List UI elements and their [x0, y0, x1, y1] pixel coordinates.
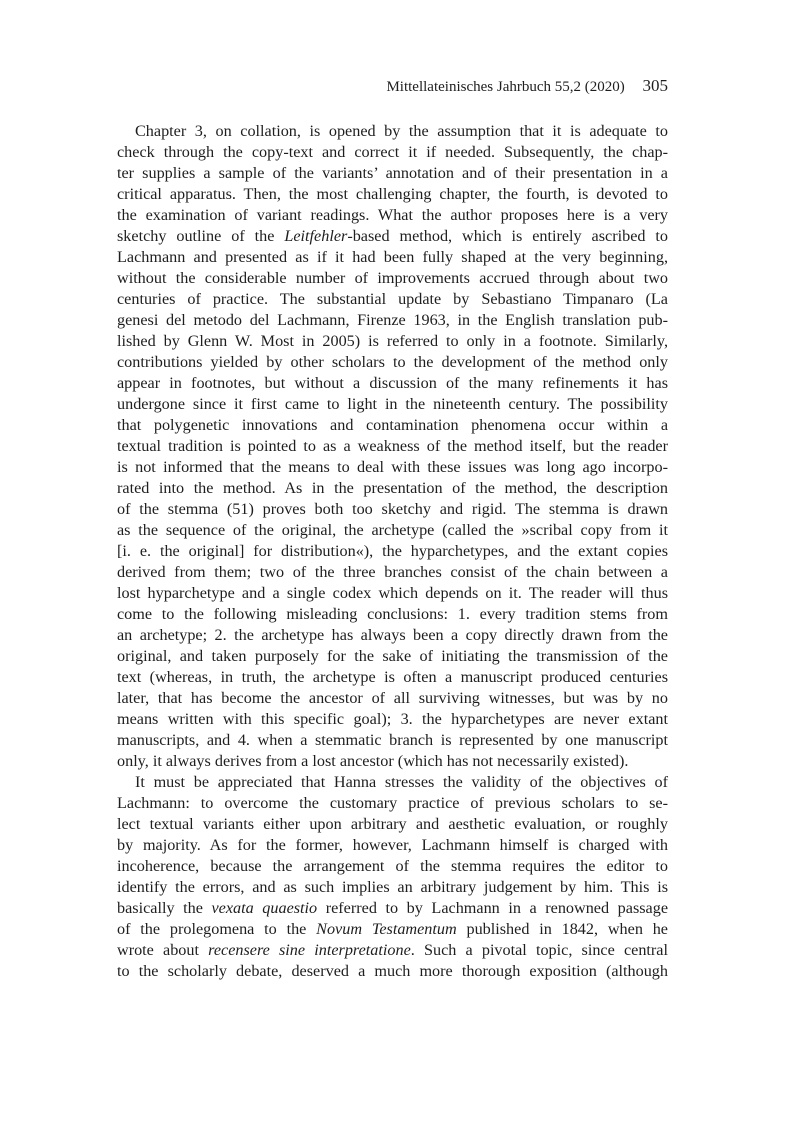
text-line: [117, 877, 668, 898]
text-segment: as the sequence of the original, the archetype (called the »scribal copy from it: [117, 521, 668, 539]
text-line: [117, 583, 668, 604]
page-number: 305: [642, 76, 668, 95]
text-segment: only, it always derives from a lost ancestor (which has not necessarily existed).: [117, 752, 629, 770]
text-line: [117, 289, 668, 310]
text-line: [117, 772, 668, 793]
text-segment: derived from them; two of the three branches consist of the chain between a: [117, 563, 668, 581]
text-line: [117, 562, 668, 583]
text-line: [117, 814, 668, 835]
text-line: [117, 499, 668, 520]
text-line: [117, 709, 668, 730]
text-segment: appear in footnotes, but without a discussion of the many refinements it has: [117, 374, 668, 392]
text-line: [117, 478, 668, 499]
text-segment: Lachmann and presented as if it had been fully shaped at the very beginning,: [117, 248, 668, 266]
text-line: [117, 688, 668, 709]
text-segment: basically the: [117, 899, 212, 917]
text-segment: text (whereas, in truth, the archetype is often a manuscript produced centuries: [117, 668, 668, 686]
text-segment: published in 1842, when he: [456, 920, 668, 938]
text-segment: It must be appreciated that Hanna stresses the validity of the objectives of: [135, 773, 668, 791]
text-line: [117, 751, 668, 772]
text-segment: by majority. As for the former, however, Lachmann himself is charged with: [117, 836, 668, 854]
italic-term: Leitfehler: [284, 227, 348, 245]
text-segment: come to the following misleading conclusions: 1. every tradition stems from: [117, 605, 668, 623]
text-segment: -based method, which is entirely ascribed to: [347, 227, 669, 245]
text-line: [117, 184, 668, 205]
text-line: [117, 898, 668, 919]
text-segment: that polygenetic innovations and contamination phenomena occur within a: [117, 416, 668, 434]
text-segment: an archetype; 2. the archetype has always been a copy directly drawn from the: [117, 626, 668, 644]
text-line: [117, 667, 668, 688]
text-segment: contributions yielded by other scholars to the development of the method only: [117, 353, 668, 371]
text-segment: wrote about: [117, 941, 209, 959]
text-segment: sketchy outline of the: [117, 227, 285, 245]
text-line: [117, 373, 668, 394]
text-segment: undergone since it first came to light in the nineteenth century. The possibility: [117, 395, 668, 413]
text-line: [117, 541, 668, 562]
text-segment: lost hyparchetype and a single codex which depends on it. The reader will thus: [117, 584, 668, 602]
text-segment: textual tradition is pointed to as a weakness of the method itself, but the reader: [117, 437, 668, 455]
text-line: [117, 835, 668, 856]
text-segment: the examination of variant readings. What the author proposes here is a very: [117, 206, 668, 224]
text-line: [117, 856, 668, 877]
text-line: [117, 625, 668, 646]
text-segment: referred to by Lachmann in a renowned passage: [317, 899, 669, 917]
text-segment: ter supplies a sample of the variants’ annotation and of their presentation in a: [117, 164, 668, 182]
text-line: [117, 415, 668, 436]
text-segment: Lachmann: to overcome the customary practice of previous scholars to se-: [117, 794, 668, 812]
paragraph: [117, 772, 668, 982]
text-line: [117, 646, 668, 667]
text-line: [117, 331, 668, 352]
text-line: [117, 793, 668, 814]
text-line: [117, 394, 668, 415]
text-line: [117, 730, 668, 751]
text-line: [117, 520, 668, 541]
text-segment: of the prolegomena to the: [117, 920, 317, 938]
text-line: [117, 940, 668, 961]
text-line: [117, 352, 668, 373]
text-line: [117, 142, 668, 163]
text-line: [117, 205, 668, 226]
text-segment: lect textual variants either upon arbitrary and aesthetic evaluation, or roughly: [117, 815, 668, 833]
text-segment: incoherence, because the arrangement of the stemma requires the editor to: [117, 857, 668, 875]
text-line: [117, 121, 668, 142]
text-line: [117, 604, 668, 625]
text-segment: . Such a pivotal topic, since central: [410, 941, 668, 959]
text-line: [117, 436, 668, 457]
text-segment: genesi del metodo del Lachmann, Firenze 1963, in the English translation pub-: [117, 311, 668, 329]
italic-term: recensere sine interpretatione: [208, 941, 411, 959]
text-segment: to the scholarly debate, deserved a much more thorough exposition (although: [117, 962, 668, 980]
text-segment: lished by Glenn W. Most in 2005) is referred to only in a footnote. Similarly,: [117, 332, 668, 350]
text-line: [117, 247, 668, 268]
text-segment: of the stemma (51) proves both too sketchy and rigid. The stemma is drawn: [117, 500, 668, 518]
text-line: [117, 961, 668, 982]
text-segment: [i. e. the original] for distribution«), the hyparchetypes, and the extant copies: [117, 542, 668, 560]
text-segment: Chapter 3, on collation, is opened by the assumption that it is adequate to: [135, 122, 668, 140]
text-segment: original, and taken purposely for the sake of initiating the transmission of the: [117, 647, 668, 665]
italic-term: Novum Testamentum: [316, 920, 457, 938]
text-segment: means written with this specific goal); 3. the hyparchetypes are never extant: [117, 710, 668, 728]
text-line: [117, 310, 668, 331]
text-line: [117, 919, 668, 940]
text-segment: centuries of practice. The substantial update by Sebastiano Timpanaro (La: [117, 290, 668, 308]
journal-title: Mittellateinisches Jahrbuch 55,2 (2020): [386, 79, 625, 95]
text-line: [117, 163, 668, 184]
text-segment: rated into the method. As in the presentation of the method, the description: [117, 479, 668, 497]
text-segment: is not informed that the means to deal with these issues was long ago incorpo-: [117, 458, 668, 476]
text-line: [117, 226, 668, 247]
text-segment: identify the errors, and as such implies an arbitrary judgement by him. This is: [117, 878, 668, 896]
text-line: [117, 457, 668, 478]
italic-term: vexata quaestio: [211, 899, 318, 917]
paragraph: [117, 121, 668, 772]
body-text: [117, 121, 668, 982]
running-head: [386, 76, 668, 96]
text-segment: without the considerable number of improvements accrued through about two: [117, 269, 668, 287]
text-segment: check through the copy-text and correct it if needed. Subsequently, the chap-: [117, 143, 668, 161]
text-segment: later, that has become the ancestor of all surviving witnesses, but was by no: [117, 689, 668, 707]
text-line: [117, 268, 668, 289]
text-segment: manuscripts, and 4. when a stemmatic branch is represented by one manuscript: [117, 731, 668, 749]
text-segment: critical apparatus. Then, the most challenging chapter, the fourth, is devoted to: [117, 185, 668, 203]
